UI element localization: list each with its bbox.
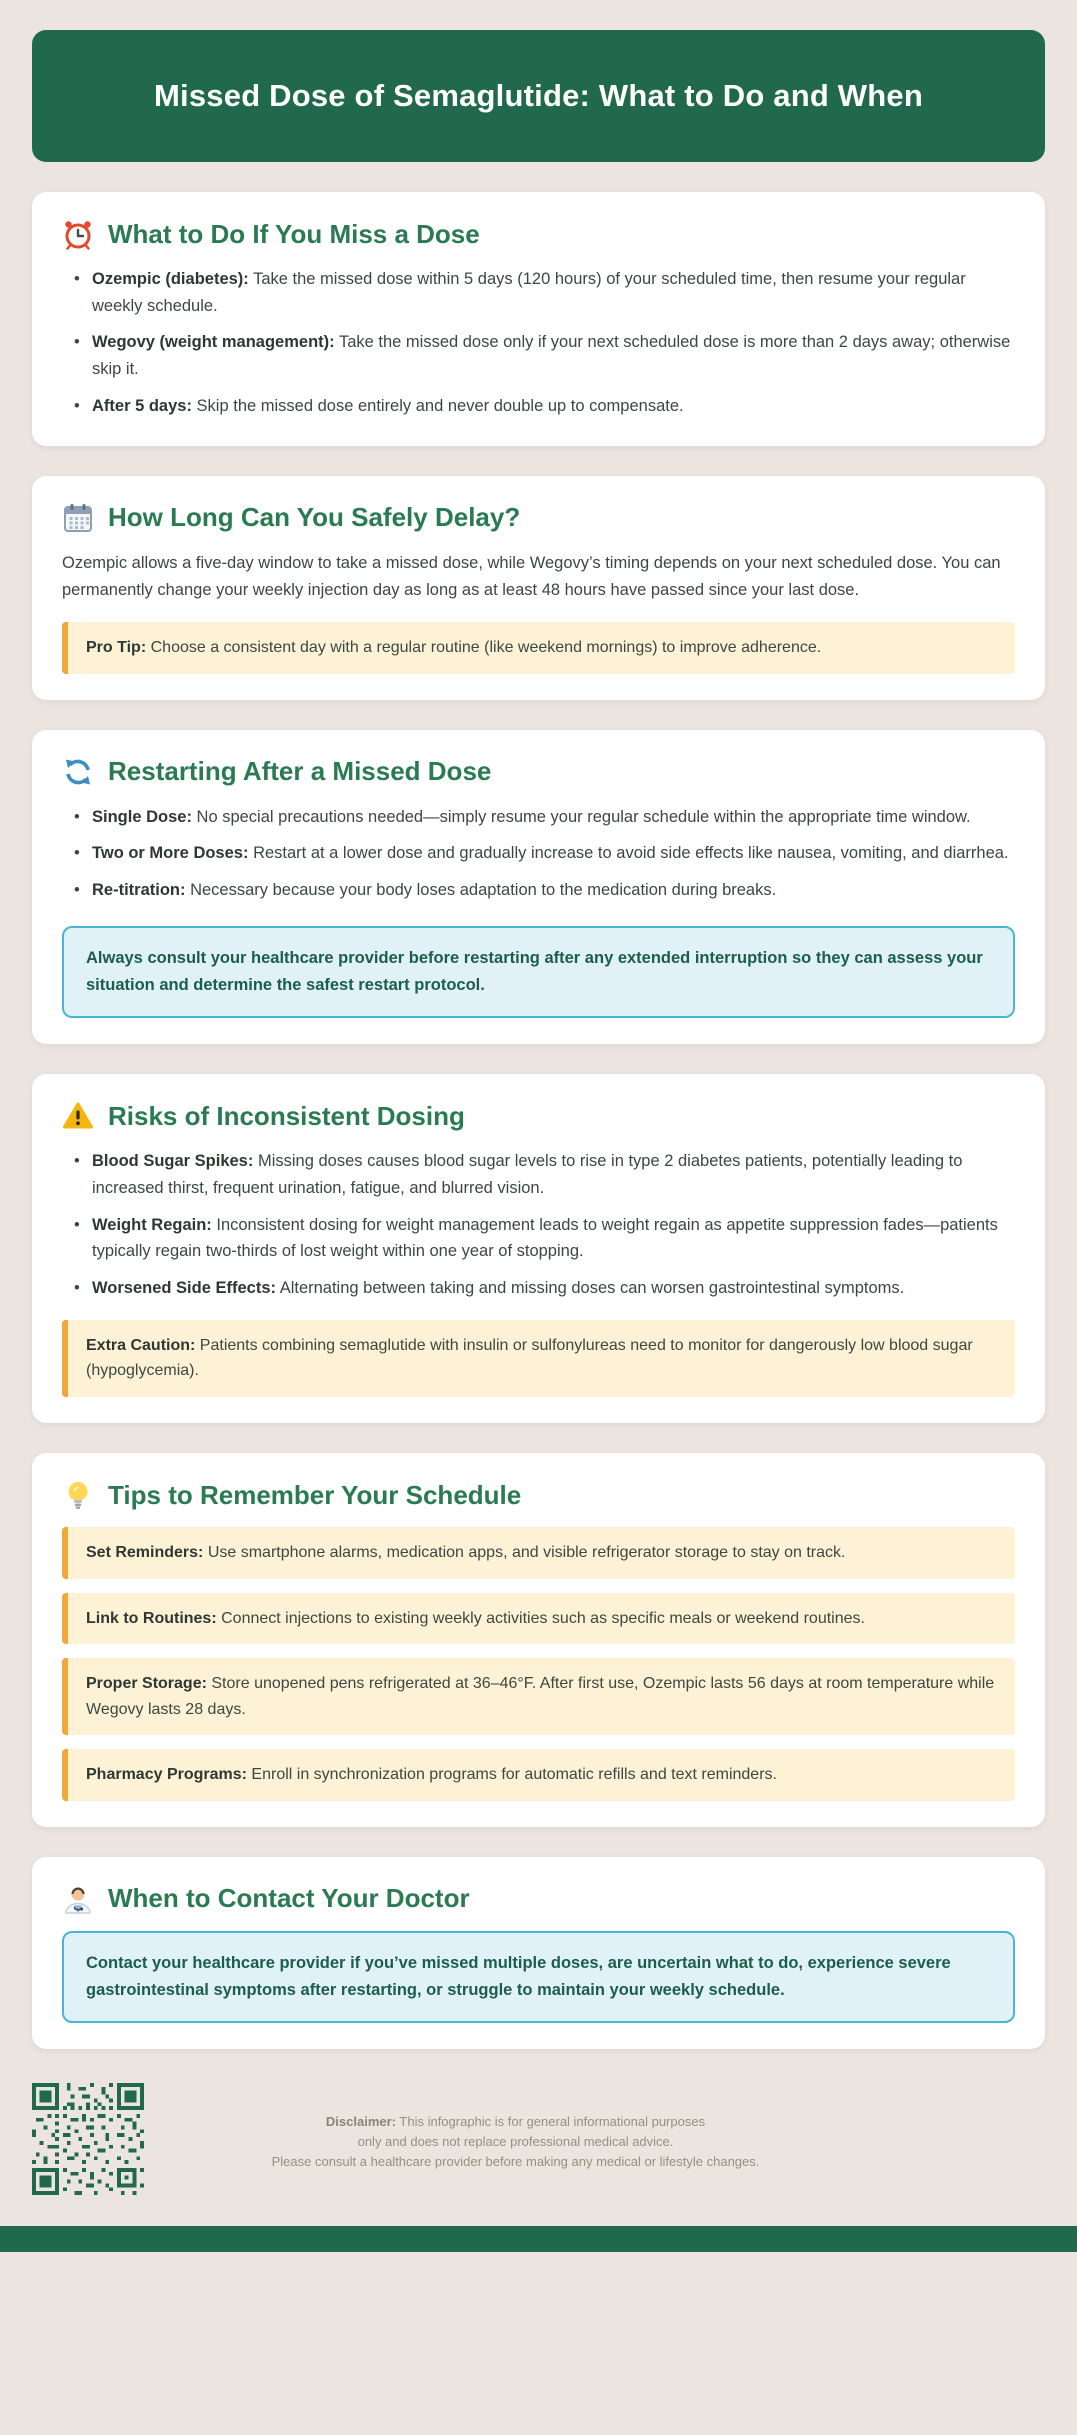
disclaimer-line-2: only and does not replace professional medical advice. [357, 2133, 674, 2149]
header-banner [32, 30, 1045, 162]
bullet-text: Restart at a lower dose and gradually increase to avoid side effects like nausea, vomiting, and diarrhea. [253, 844, 1009, 863]
section-heading [62, 1883, 1015, 1915]
section-title: Restarting After a Missed Dose [108, 756, 492, 787]
bullet-list [62, 1148, 1015, 1302]
section-title: What to Do If You Miss a Dose [108, 218, 480, 249]
bullet-lead: After 5 days: [92, 396, 192, 415]
footer [32, 2079, 1045, 2226]
bullet-lead: Ozempic (diabetes): [92, 270, 249, 288]
tip-text: Store unopened pens refrigerated at 36–46°F. After first use, Ozempic lasts 56 days at room temperature while Wegovy lasts 28 days. [86, 1675, 995, 1718]
doctor-icon [62, 1883, 94, 1915]
section-title: When to Contact Your Doctor [108, 1883, 470, 1914]
tip-box-link-to-routines [62, 1593, 1015, 1645]
disclaimer-line-1: Disclaimer: This infographic is for general informational purposes [325, 2113, 706, 2129]
bullet-item [72, 877, 1015, 904]
tip-lead: Proper Storage: [86, 1675, 207, 1693]
section-card-risks [32, 1074, 1045, 1423]
tip-lead: Extra Caution: [86, 1336, 196, 1354]
section-title: How Long Can You Safely Delay? [108, 502, 521, 533]
calendar-icon [62, 502, 94, 534]
bullet-text: Take the missed dose only if your next scheduled dose is more than 2 days away; otherwise skip it. [92, 333, 1011, 379]
section-heading [62, 1100, 1015, 1132]
qr-code [32, 2083, 144, 2200]
bullet-lead: Weight Regain: [92, 1215, 212, 1234]
bullet-lead: Re-titration: [92, 881, 186, 900]
bullet-item [72, 393, 1015, 420]
section-heading [62, 502, 1015, 534]
page-title: Missed Dose of Semaglutide: What to Do and When [154, 78, 923, 113]
bullet-lead: Two or More Doses: [92, 844, 249, 863]
tip-lead: Set Reminders: [86, 1544, 204, 1561]
tip-box-proper-storage [62, 1658, 1015, 1735]
tip-box-pharmacy-programs [62, 1749, 1015, 1801]
tip-text: Enroll in synchronization programs for automatic refills and text reminders. [251, 1766, 777, 1784]
bullet-lead: Worsened Side Effects: [92, 1279, 276, 1298]
disclaimer [166, 2112, 1045, 2172]
section-heading [62, 218, 1015, 250]
bullet-list [62, 804, 1015, 904]
bullet-text: Alternating between taking and missing doses can worsen gastrointestinal symptoms. [279, 1279, 905, 1298]
tip-text: Patients combining semaglutide with insulin or sulfonylureas need to monitor for dangerously low blood sugar (hypoglycemia). [86, 1336, 973, 1380]
tip-text: Connect injections to existing weekly activities such as specific meals or weekend routines. [221, 1609, 865, 1627]
disclaimer-label: Disclaimer: [325, 2113, 397, 2129]
tip-lead: Pharmacy Programs: [86, 1766, 247, 1784]
warning-icon [62, 1100, 94, 1132]
bullet-text: Inconsistent dosing for weight management leads to weight regain as appetite suppression fades—patients typically regain two-thirds of lost weight within one year of stopping. [92, 1215, 998, 1261]
section-card-safely-delay [32, 476, 1045, 700]
bullet-item [72, 329, 1015, 382]
tip-text: Choose a consistent day with a regular routine (like weekend mornings) to improve adherence. [150, 639, 822, 657]
bullet-item [72, 1275, 1015, 1302]
consult-provider-callout: Always consult your healthcare provider before restarting after any extended interruption so they can assess your situation and determine the safest restart protocol. [62, 926, 1015, 1018]
bullet-item [72, 840, 1015, 867]
bullet-lead: Blood Sugar Spikes: [92, 1152, 254, 1171]
disclaimer-line-3: Please consult a healthcare provider before making any medical or lifestyle changes. [271, 2153, 760, 2169]
contact-doctor-callout: Contact your healthcare provider if you’ve missed multiple doses, are uncertain what to do, experience severe gastrointestinal symptoms after restarting, or struggle to maintain your weekly schedule. [62, 1931, 1015, 2023]
bullet-lead: Wegovy (weight management): [92, 333, 335, 352]
bullet-text: Necessary because your body loses adaptation to the medication during breaks. [190, 881, 777, 900]
section-paragraph: Ozempic allows a five-day window to take a missed dose, while Wegovy’s timing depends on your next scheduled dose. You can permanently change your weekly injection day as long as at least 48 hours have passed since your last dose. [62, 553, 1001, 599]
pro-tip-box [62, 622, 1015, 674]
bullet-item [72, 804, 1015, 831]
tips-list [62, 1527, 1015, 1801]
alarm-clock-icon [62, 218, 94, 250]
section-heading [62, 1479, 1015, 1511]
bullet-item [72, 1212, 1015, 1265]
lightbulb-icon [62, 1479, 94, 1511]
bullet-lead: Single Dose: [92, 807, 192, 826]
tip-lead: Pro Tip: [86, 639, 147, 657]
section-card-schedule-tips [32, 1453, 1045, 1827]
extra-caution-box [62, 1320, 1015, 1397]
bullet-item [72, 1148, 1015, 1201]
section-card-contact-doctor [32, 1857, 1045, 2049]
bullet-text: Skip the missed dose entirely and never double up to compensate. [196, 396, 684, 415]
section-card-restarting [32, 730, 1045, 1045]
bullet-text: No special precautions needed—simply resume your regular schedule within the appropriate time window. [196, 807, 971, 826]
tip-lead: Link to Routines: [86, 1609, 217, 1627]
tip-text: Use smartphone alarms, medication apps, and visible refrigerator storage to stay on track. [207, 1544, 846, 1561]
section-card-miss-a-dose [32, 192, 1045, 446]
section-title: Tips to Remember Your Schedule [108, 1479, 522, 1510]
cycle-arrows-icon [62, 756, 94, 788]
bullet-list [62, 266, 1015, 420]
bullet-text: Missing doses causes blood sugar levels to rise in type 2 diabetes patients, potentially leading to increased thirst, frequent urination, fatigue, and blurred vision. [92, 1152, 963, 1197]
section-title: Risks of Inconsistent Dosing [108, 1100, 465, 1131]
section-heading [62, 756, 1015, 788]
tip-box-set-reminders [62, 1527, 1015, 1579]
bullet-text: Take the missed dose within 5 days (120 hours) of your scheduled time, then resume your regular weekly schedule. [92, 270, 966, 315]
bullet-item [72, 266, 1015, 319]
bottom-accent-bar [0, 2226, 1077, 2252]
